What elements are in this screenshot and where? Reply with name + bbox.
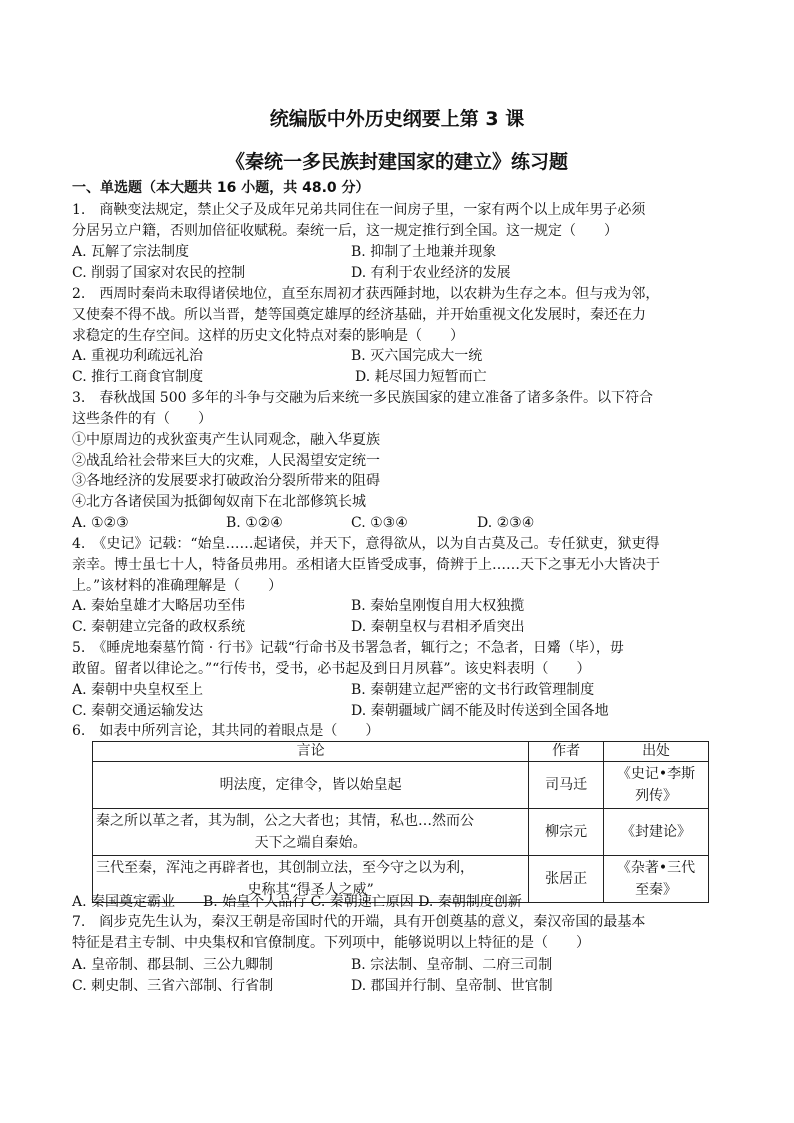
q3-option-c: C. ①③④	[351, 515, 408, 531]
quote-line: 史称其“得圣人之威”	[247, 882, 374, 898]
q2-option-c: C. 推行工商食官制度	[72, 369, 204, 385]
table-cell-quote	[93, 762, 529, 809]
question-7-line: 7. 阎步克先生认为，秦汉王朝是帝国时代的开端，具有开创奠基的意义，秦汉帝国的最基本	[72, 914, 646, 930]
question-4-line: 亲幸。博士虽七十人，特备员弗用。丞相诸大臣皆受成事，倚辨于上……天下之事无小大皆决于	[72, 557, 660, 573]
quote-line: 明法度，定律令，皆以始皇起	[219, 777, 402, 793]
q7-option-a: A. 皇帝制、郡县制、三公九卿制	[72, 957, 274, 973]
question-2-line: 2. 西周时秦尚未取得诸侯地位，直至东周初才获西陲封地，以农耕为生存之本。但与戎为邻，	[72, 286, 660, 302]
q7-option-d: D. 郡国并行制、皇帝制、世官制	[351, 978, 553, 994]
q6-options: A. 秦国奠定霸业 B. 始皇个人品行 C. 秦朝速亡原因 D. 秦朝制度创新	[72, 894, 522, 910]
q1-option-d: D. 有利于农业经济的发展	[351, 265, 511, 281]
quotes-table	[92, 741, 709, 903]
table-row	[93, 762, 709, 809]
quote-line: 秦之所以革之者，其为制，公之大者也；其情，私也…然而公	[96, 813, 474, 829]
section-heading: 一、单选题（本大题共 16 小题，共 48.0 分）	[72, 180, 370, 196]
question-3-item: ④北方各诸侯国为抵御匈奴南下在北部修筑长城	[72, 494, 366, 510]
question-2-line: 又使秦不得不战。所以当晋，楚等国奠定雄厚的经济基础，并开始重视文化发展时，秦还在力	[72, 307, 646, 323]
question-5-line: 敢留。留者以律论之。”“行传书，受书，必书起及到日月夙暮”。该史料表明（ ）	[72, 661, 591, 677]
q4-option-d: D. 秦朝皇权与君相矛盾突出	[351, 619, 525, 635]
q2-option-a: A. 重视功利疏远礼治	[72, 348, 204, 364]
q4-option-a: A. 秦始皇雄才大略居功至伟	[72, 598, 246, 614]
question-4-line: 上。”该材料的准确理解是（ ）	[72, 578, 283, 594]
page-title: 统编版中外历史纲要上第 3 课	[269, 108, 525, 130]
table-cell-source	[604, 809, 709, 856]
q5-option-a: A. 秦朝中央皇权至上	[72, 682, 204, 698]
table-header: 言论	[93, 742, 529, 762]
q4-option-c: C. 秦朝建立完备的政权系统	[72, 619, 246, 635]
q1-option-c: C. 削弱了国家对农民的控制	[72, 265, 246, 281]
q5-option-d: D. 秦朝疆域广阔不能及时传送到全国各地	[351, 703, 609, 719]
source-line: 列传》	[635, 788, 678, 804]
q5-option-b: B. 秦朝建立起严密的文书行政管理制度	[351, 682, 595, 698]
q3-option-b: B. ①②④	[226, 515, 283, 531]
page-subtitle: 《秦统一多民族封建国家的建立》练习题	[225, 151, 568, 173]
table-row	[93, 809, 709, 856]
question-4-line: 4. 《史记》记载：“始皇……起诸侯，并天下，意得欲从，以为自古莫及己。专任狱吏，狱吏得	[72, 536, 660, 552]
q1-option-a: A. 瓦解了宗法制度	[72, 244, 190, 260]
question-5-line: 5. 《睡虎地秦墓竹简 · 行书》记载“行命书及书署急者，辄行之；不急者，日觱（毕），毋	[72, 640, 624, 656]
q3-option-a: A. ①②③	[72, 515, 129, 531]
table-cell-author: 柳宗元	[529, 809, 604, 856]
q5-option-c: C. 秦朝交通运输发达	[72, 703, 204, 719]
table-cell-author: 张居正	[529, 856, 604, 903]
table-header: 出处	[604, 742, 709, 762]
question-1-line: 分居另立户籍，否则加倍征收赋税。秦统一后，这一规定推行到全国。这一规定（ ）	[72, 223, 618, 239]
question-1-line: 1. 商鞅变法规定，禁止父子及成年兄弟共同住在一间房子里，一家有两个以上成年男子必须	[72, 202, 646, 218]
q4-option-b: B. 秦始皇刚愎自用大权独揽	[351, 598, 525, 614]
source-line: 《史记•李斯	[616, 766, 696, 782]
source-line: 《杂著•三代	[616, 860, 696, 876]
question-7-line: 特征是君主专制、中央集权和官僚制度。下列项中，能够说明以上特征的是（ ）	[72, 935, 590, 951]
question-3-item: ①中原周边的戎狄蛮夷产生认同观念，融入华夏族	[72, 432, 380, 448]
table-cell-source	[604, 762, 709, 809]
question-3-line: 这些条件的有（ ）	[72, 411, 212, 427]
table-cell-source	[604, 856, 709, 903]
question-2-line: 求稳定的生存空间。这样的历史文化特点对秦的影响是（ ）	[72, 328, 464, 344]
question-3-item: ②战乱给社会带来巨大的灾难，人民渴望安定统一	[72, 453, 380, 469]
q2-option-b: B. 灭六国完成大一统	[351, 348, 483, 364]
table-header-row	[93, 742, 709, 762]
question-3-line: 3. 春秋战国 500 多年的斗争与交融为后来统一多民族国家的建立准备了诸多条件。以下符合	[72, 390, 653, 406]
table-cell-author: 司马迁	[529, 762, 604, 809]
question-3-item: ③各地经济的发展要求打破政治分裂所带来的阻碍	[72, 473, 380, 489]
question-6-stem: 6. 如表中所列言论，其共同的着眼点是（ ）	[72, 723, 380, 739]
table-header: 作者	[529, 742, 604, 762]
q7-option-b: B. 宗法制、皇帝制、二府三司制	[351, 957, 553, 973]
table-cell-quote	[93, 809, 529, 856]
q7-option-c: C. 刺史制、三省六部制、行省制	[72, 978, 274, 994]
source-line: 《封建论》	[621, 824, 692, 840]
q3-option-d: D. ②③④	[477, 515, 535, 531]
source-line: 至秦》	[635, 882, 678, 898]
quote-line: 三代至秦，浑沌之再辟者也，其创制立法，至今守之以为利，	[96, 860, 474, 876]
quote-line: 天下之端自秦始。	[254, 835, 367, 851]
q1-option-b: B. 抑制了土地兼并现象	[351, 244, 497, 260]
q2-option-d: D. 耗尽国力短暂而亡	[355, 369, 487, 385]
